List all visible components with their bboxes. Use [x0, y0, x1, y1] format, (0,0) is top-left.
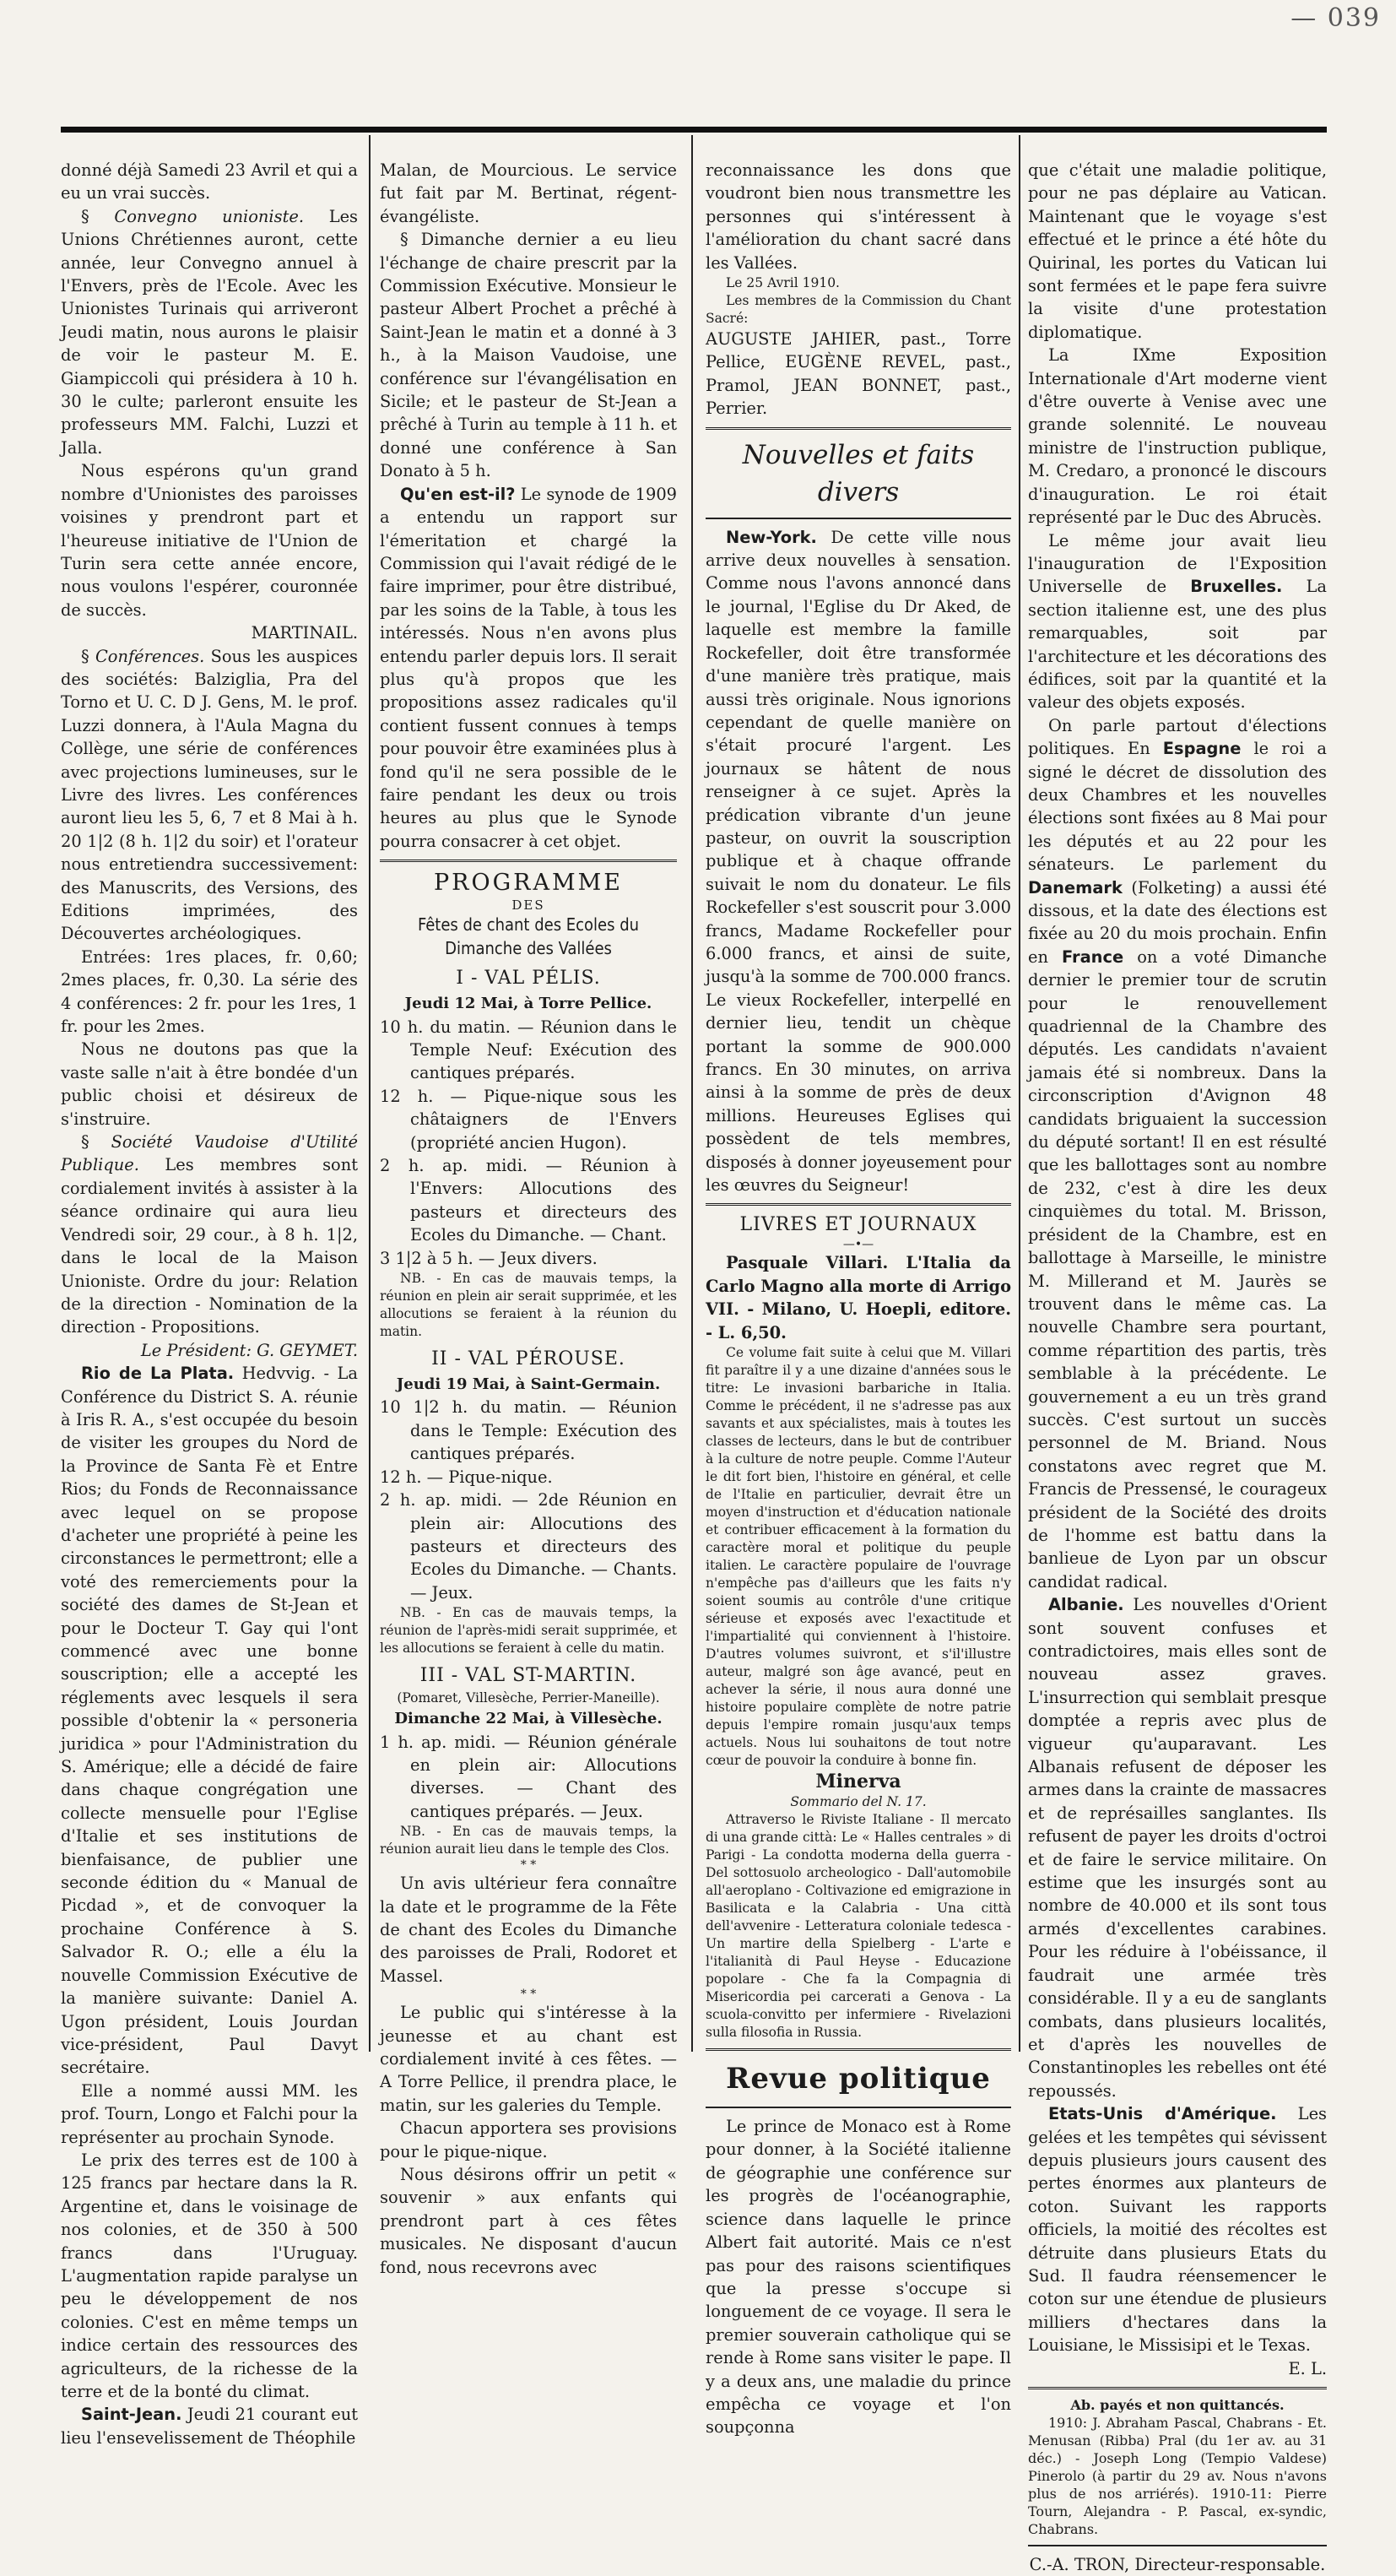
- paragraph: [61, 645, 358, 946]
- place-name: Bruxelles.: [1190, 577, 1283, 597]
- paragraph: [1028, 1593, 1327, 2102]
- paragraph: [1028, 529, 1327, 714]
- header-rule: [61, 127, 1327, 133]
- programme-item: 2 h. ap. midi. — Réunion à l'Envers: Allocutions des pasteurs et directeurs des Ecoles du Dimanche. — Chant.: [380, 1156, 677, 1245]
- programme-list: [380, 1396, 677, 1604]
- programme-item: 12 h. — Pique-nique sous les châtaigners de l'Envers (propriété ancien Hugon).: [380, 1086, 677, 1152]
- minerva-subtitle-text: Sommario del N. 17.: [790, 1794, 927, 1810]
- subscriptions-title: Ab. payés et non quittancés.: [1070, 2397, 1285, 2413]
- divider: [1028, 2545, 1327, 2546]
- column-rule: [691, 135, 693, 2052]
- paragraph: [1028, 2102, 1327, 2356]
- column-4: [1028, 159, 1327, 2574]
- note: NB. - En cas de mauvais temps, la réunion en plein air serait supprimée, et les allocutions se feraient à la réunion du matin.: [380, 1271, 677, 1340]
- signature-text: Le Président: G. GEYMET.: [140, 1340, 358, 1360]
- programme-item: 2 h. ap. midi. — 2de Réunion en plein air: Allocutions des pasteurs et directeurs des Ecoles du Dimanche. — Chants. — Jeux.: [380, 1490, 677, 1603]
- paragraph: [380, 483, 677, 854]
- section-title-val-perouse: II - VAL PÉROUSE.: [431, 1348, 625, 1370]
- note: NB. - En cas de mauvais temps, la réunion de l'après-midi serait supprimée, et les allocutions se feraient à celle du matin.: [380, 1605, 677, 1657]
- place-name: Espagne: [1162, 739, 1242, 759]
- event-places: (Pomaret, Villesèche, Perrier-Maneille).: [397, 1690, 660, 1706]
- paragraph: Le prince de Monaco est à Rome pour donner, à la Société italienne de géographie une conférence sur les progrès de l'océanographie, science dans laquelle le prince Albert fait autorité. Mais ce n'est pas pour des raisons scientifiques que la presse s'occupe si longuement de ce voyage. Il sera le premier souverain catholique qui se rende à Rome sans visiter le pape. Il y a deux ans, une maladie du prince empêcha ce voyage et l'on soupçonna: [706, 2117, 1011, 2438]
- paragraph: Malan, de Mourcious. Le service fut fait par M. Bertinat, régent-évangéliste.: [380, 160, 677, 226]
- programme-item: 1 h. ap. midi. — Réunion générale en plein air: Allocutions diverses. — Chant des cantiques préparés. — Jeux.: [380, 1732, 677, 1821]
- paragraph-text: Les gelées et les tempêtes qui sévissent depuis plusieurs jours causent des pertes énormes aux planteurs de coton. Suivant les rapports officiels, la moitié des récoltes est détruite dans plusieurs Etats du Sud. Il faudra réensemencer le coton sur une étendue de plusieurs milliers d'hectares dans la Louisiane, le Missisipi et le Texas.: [1028, 2104, 1327, 2356]
- paragraph: [61, 1362, 358, 2080]
- director-line: C.-A. TRON, Directeur-responsable.: [1029, 2555, 1326, 2574]
- paragraph: [61, 1131, 358, 1339]
- paragraph: Entrées: 1res places, fr. 0,60; 2mes places, fr. 0,30. La série des 4 conférences: 2 fr. pour les 1res, 1 fr. pour les 2mes.: [61, 946, 358, 1037]
- column-2: [380, 159, 677, 2277]
- section-heading: Etats-Unis d'Amérique.: [1048, 2104, 1277, 2124]
- section-heading: Saint-Jean.: [81, 2405, 182, 2425]
- subscriptions-list: 1910: J. Abraham Pascal, Chabrans - Et. Menusan (Ribba) Pral (du 1er av. au 31 déc.) - Joseph Long (Tempio Valdese) Pinerolo (à partir du 29 av. Nous n'avons plus de nos arriérés). 1910-11: Pierre Tourn, Alejandra - P. Pascal, ex-syndic, Chabrans.: [1028, 2415, 1327, 2537]
- section-heading: Société Vaudoise d'Utilité Publique.: [61, 1132, 359, 1175]
- paragraph: Chacun apportera ses provisions pour le pique-nique.: [380, 2118, 677, 2161]
- programme-item: 10 1|2 h. du matin. — Réunion dans le Temple: Exécution des cantiques préparés.: [380, 1397, 677, 1464]
- paragraph-text: on a voté Dimanche dernier le premier tour de scrutin pour le renouvellement quadriennal de la Chambre des députés. Les candidats n'avaient jamais été si nombreux. Dans la circonscription d'Avignon 48 candidats briguaient la succession du député sortant! Il en est résulté que les ballottages sont au nombre de 232, c'est à dire les deux cinquièmes du total. M. Brisson, président de la Chambre, est en ballottage à Marseille, le ministre M. Millerand et M. Jaurès se trouvent dans le même cas. La nouvelle Chambre sera pourtant, comme répartition des partis, très semblable à la précédente. Le gouvernement a eu un très grand succès. C'est surtout un succès personnel de M. Briand. Nous constatons avec regret que M. Francis de Pressensé, le courageux président de la Société des droits de l'homme est battu dans la banlieue de Lyon par un obscur candidat radical.: [1028, 946, 1327, 1592]
- minerva-contents: Attraverso le Riviste Italiane - Il mercato di una grande città: Le « Halles centrales » di Parigi - La condotta moderna della guerra - Del sottosuolo archeologico - Dall'automobile all'aeroplano - Coltivazione ed emigrazione in Basilicata e la Calabria - Una città dell'avvenire - Letteratura coloniale tedesca - Un martire della Spielberg - L'arte e l'italianità di Paul Heyse - Educazione popolare - Che fa la Compagnia di Misericordia pei carcerati a Genova - La scuola-convitto per infermiere - Rivelazioni sulla filosofia in Russia.: [706, 1812, 1011, 2041]
- section-heading: Qu'en est-il?: [400, 484, 516, 504]
- paragraph: Un avis ultérieur fera connaître la date et le programme de la Fête de chant des Ecoles du Dimanche des paroisses de Prali, Rodoret et Massel.: [380, 1874, 677, 1986]
- section-title-nouvelles: Nouvelles et faits divers: [742, 439, 975, 507]
- dateline: Le 25 Avril 1910.: [726, 275, 840, 291]
- programme-item: 10 h. du matin. — Réunion dans le Temple Neuf: Exécution des cantiques préparés.: [380, 1017, 677, 1083]
- programme-subtitle: Fêtes de chant des Ecoles du Dimanche des Vallées: [417, 914, 640, 959]
- programme-item: 3 1|2 à 5 h. — Jeux divers.: [380, 1248, 598, 1268]
- section-heading: New-York.: [726, 527, 817, 547]
- book-title: Pasquale Villari. L'Italia da Carlo Magno alla morte di Arrigo VII. - Milano, U. Hoepli, editore. - L. 6,50.: [706, 1253, 1011, 1342]
- divider: [706, 2048, 1011, 2051]
- place-name: Danemark: [1028, 877, 1123, 898]
- divider: [706, 2107, 1011, 2108]
- paragraph-text: Les nouvelles d'Orient sont souvent confuses et contradictoires, mais elles sont de nouveau assez graves. L'insurrection qui semblait presque domptée a repris avec plus de vigueur qu'auparavant. Les Albanais refusent de déposer les armes dans la crainte de massacres et de représailles sanglantes. Ils refusent de payer les droits d'octroi et de faire le service militaire. On estime que les insurgés sont au nombre de 40.000 et ils sont tous armés d'excellentes carabines. Pour les réduire à l'obéissance, il faudrait une armée très considérable. Il y a eu de sanglants combats, dans plusieurs localités, et d'après les nouvelles de Constantinoples les rebelles ont été repoussés.: [1028, 1595, 1327, 2101]
- programme-des: DES: [511, 898, 545, 914]
- page-number: — 039: [1290, 3, 1381, 33]
- paragraph-text: Le même jour avait lieu l'inauguration de l'Exposition Universelle de: [1028, 530, 1327, 597]
- programme-list: [380, 1731, 677, 1824]
- section-marker-icon: §: [400, 230, 421, 250]
- paragraph: [1028, 714, 1327, 1593]
- paragraph-text: Les membres sont cordialement invités à assister à la séance ordinaire qui aura lieu Vendredi soir, 29 cour., à 8 h. 1|2, dans le local de la Maison Unioniste. Ordre du jour: Relation de la direction - Nomination de la direction - Propositions.: [61, 1155, 358, 1337]
- book-review: Ce volume fait suite à celui que M. Villari fit paraître il y a une dizaine d'années sous le titre: Le invasioni barbariche in Italia. Comme le précédent, il ne s'adresse pas aux savants et aux spécialistes, mais à toutes les classes de lecteurs, dans le but de contribuer à la culture de notre peuple. Comme l'Auteur le dit fort bien, l'histoire en général, et celle de l'Italie en particulier, devrait être un moyen d'instruction et d'éducation nationale et contribuer efficacement à la formation du caractère moral et politique du peuple italien. Le caractère populaire de l'ouvrage n'empêche pas d'ailleurs que les faits n'y soient soumis au contrôle d'une critique sérieuse et exposés avec l'exactitude et l'impartialité qui conviennent à l'histoire. D'autres volumes suivront, et s'il'illustre auteur, malgré son âge avancé, peut en achever la série, il nous aura donné une histoire populaire complète de notre patrie depuis l'empire romain jusqu'aux temps actuels. Nous lui souhaitons de tout notre cœur de pouvoir la conduire à bonne fin.: [706, 1345, 1011, 1769]
- paragraph: [61, 205, 358, 459]
- column-rule: [1019, 135, 1020, 2052]
- signature: MARTINAIL.: [251, 623, 358, 643]
- paragraph-text: Les Unions Chrétiennes auront, cette année, leur Convegno annuel à l'Envers, près de l'Ecole. Avec les Unionistes Turinais qui arriveront Jeudi matin, nous aurons le plaisir de voir le pasteur M. E. Giampiccoli qui présidera à 10 h. 30 le culte; parleront ensuite les professeurs MM. Falchi, Luzzi et Jalla.: [61, 206, 359, 458]
- place-name: France: [1062, 946, 1124, 967]
- asterism: * *: [520, 1858, 537, 1873]
- paragraph: [706, 526, 1011, 1197]
- note: NB. - En cas de mauvais temps, la réunion aurait lieu dans le temple des Clos.: [380, 1824, 677, 1857]
- paragraph-text: Hedvvig. - La Conférence du District S. A. réunie à Iris R. A., s'est occupée du besoin de visiter les groupes du Nord de la Province de Santa Fè et Entre Rios; du Fonds de Reconnaissance avec lequel on se propose d'acheter une propriété à peine les circonstances le permettront; elle a voté des remerciements pour la société des dames de St-Jean et pour le Docteur T. Gay qui l'ont commencé avec une bonne souscription; elle a accepté les réglements avec lesquels il sera possible d'obtenir la « personeria juridica » pour l'Administration du S. Amérique; elle a décidé de faire dans chaque congrégation une collecte mensuelle pour l'Eglise d'Italie et ses institutions de bienfaisance, de publier une seconde édition du « Manual de Picdad », et de convoquer la prochaine Conférence à S. Salvador R. O.; elle a élu la nouvelle Commission Exécutive de la manière suivante: Daniel A. Ugon président, Louis Jourdan vice-président, Paul Davyt secrétaire.: [61, 1364, 358, 2078]
- commission-heading: Les membres de la Commission du Chant Sacré:: [706, 293, 1011, 327]
- programme-list: [380, 1016, 677, 1270]
- section-marker-icon: §: [81, 1132, 111, 1152]
- section-title-livres: LIVRES ET JOURNAUX: [739, 1214, 977, 1236]
- minerva-subtitle: [706, 1793, 1011, 1811]
- paragraph: Elle a nommé aussi MM. les prof. Tourn, Longo et Falchi pour la représenter au prochain Synode.: [61, 2080, 358, 2147]
- section-heading: Albanie.: [1048, 1595, 1124, 1615]
- column-3: [706, 159, 1011, 2438]
- divider: [706, 1203, 1011, 1206]
- column-1: [61, 159, 359, 2448]
- paragraph: [61, 2403, 358, 2449]
- paragraph: donné déjà Samedi 23 Avril et qui a eu un vrai succès.: [61, 160, 358, 203]
- paragraph: Nous ne doutons pas que la vaste salle n'ait à être bondée d'un public choisi et désireux de s'instruire.: [61, 1039, 358, 1129]
- paragraph-text: Dimanche dernier a eu lieu l'échange de chaire prescrit par la Commission Exécutive. Monsieur le pasteur Albert Prochet a prêché à Saint-Jean le matin et a donné à 3 h., à la Maison Vaudoise, une conférence sur l'évangélisation en Sicile; et le pasteur de St-Jean a prêché à Turin au temple à 11 h. et donné une conférence à San Donato à 5 h.: [380, 230, 677, 481]
- divider: [706, 427, 1011, 430]
- programme-title: PROGRAMME: [433, 870, 624, 897]
- section-heading: Conférences.: [95, 646, 205, 666]
- event-date: Jeudi 12 Mai, à Torre Pellice.: [404, 995, 652, 1013]
- paragraph: La IXme Exposition Internationale d'Art moderne vient d'être ouverte à Venise avec une grande solennité. Le nouveau ministre de l'instruction publique, M. Credaro, a prononcé le discours d'inauguration. Le roi était représenté par le Duc des Abrucès.: [1028, 345, 1327, 528]
- commission-members: AUGUSTE JAHIER, past., Torre Pellice, EUGÈNE REVEL, past., Pramol, JEAN BONNET, past., Perrier.: [706, 329, 1011, 419]
- minerva-title: Minerva: [815, 1771, 901, 1793]
- programme-item: 12 h. — Pique-nique.: [380, 1467, 553, 1487]
- column-rule: [369, 135, 371, 2052]
- paragraph-text: le roi a signé le décret de dissolution des deux Chambres et les nouvelles élections sont fixées au 8 Mai pour les députés et au 22 pour les sénateurs. Le parlement du: [1028, 739, 1327, 875]
- section-heading: Convegno unioniste.: [114, 206, 305, 226]
- paragraph-text: On parle partout d'élections politiques. En: [1028, 715, 1327, 759]
- section-heading: Rio de La Plata.: [81, 1364, 235, 1384]
- divider: [1028, 2387, 1327, 2389]
- signature: E. L.: [1288, 2358, 1327, 2378]
- section-marker-icon: §: [81, 206, 115, 226]
- paragraph-text: (Folketing) a aussi été dissous, et la date des élections est fixée au 20 du mois prochain. Enfin en: [1028, 877, 1327, 967]
- paragraph: que c'était une maladie politique, pour ne pas déplaire au Vatican. Maintenant que le voyage s'est effectué et le prince a été hôte du Quirinal, les portes du Vatican lui sont fermées et le pape fera suivre la visite d'une protestation diplomatique.: [1028, 160, 1327, 342]
- paragraph: reconnaissance les dons que voudront bien nous transmettre les personnes qui s'intéressent à l'amélioration du chant sacré dans les Vallées.: [706, 160, 1011, 273]
- paragraph-text: Sous les auspices des sociétés: Balziglia, Pra del Torno et U. C. D J. Gens, M. le prof. Luzzi donnera, à l'Aula Magna du Collège, une série de conférences avec projections lumineuses, sur le Livre des livres. Les conférences auront lieu les 5, 6, 7 et 8 Mai à h. 20 1|2 (8 h. 1|2 du soir) et l'orateur nous entretiendra successivement: des Manuscrits, des Versions, des Editions imprimées, des Découvertes archéologiques.: [61, 646, 358, 944]
- event-date: Dimanche 22 Mai, à Villesèche.: [394, 1710, 663, 1728]
- paragraph: Le prix des terres est de 100 à 125 francs par hectare dans la R. Argentine et, dans le voisinage de nos colonies, et de 350 à 500 francs dans l'Uruguay. L'augmentation rapide paralyse un peu le développement de nos colonies. C'est en même temps un indice certain des ressources des agriculteurs, de la richesse de la terre et de la bonté du climat.: [61, 2150, 358, 2401]
- paragraph-text: La section italienne est, une des plus remarquables, soit par l'architecture et les décorations des édifices, soit par la quantité et la valeur des objets exposés.: [1028, 577, 1327, 713]
- section-marker-icon: §: [81, 646, 95, 666]
- ornament: —•—: [842, 1238, 874, 1252]
- paragraph: [380, 228, 677, 482]
- paragraph-text: Jeudi 21 courant eut lieu l'ensevelissement de Théophile: [61, 2405, 358, 2448]
- paragraph: Nous espérons qu'un grand nombre d'Unionistes des paroisses voisines y prendront part et l'heureuse initiative de l'Union de Turin sera cette année encore, nous voulons l'espérer, couronnée de succès.: [61, 461, 358, 620]
- paragraph-text: Le synode de 1909 a entendu un rapport sur l'émeritation et chargé la Commission qui l'avait rédigé de le faire imprimer, pour être distribué, par les soins de la Table, à tous les intéressés. Nous n'en avons plus entendu parler depuis lors. Il serait plus qu'à propos que les propositions assez radicales qu'il contient fussent connues à temps pour pouvoir être examinées plus à fond qu'il ne sera possible de le faire pendant les deux ou trois heures au plus que le Synode pourra consacrer à cet objet.: [380, 484, 677, 851]
- divider: [706, 518, 1011, 519]
- asterism: * *: [520, 1988, 537, 2002]
- paragraph: Le public qui s'intéresse à la jeunesse et au chant est cordialement invité à ces fêtes. — A Torre Pellice, il prendra place, le matin, sur les galeries du Temple.: [380, 2003, 677, 2115]
- signature: [61, 1339, 358, 1362]
- section-title-revue: Revue politique: [726, 2062, 991, 2096]
- event-date: Jeudi 19 Mai, à Saint-Germain.: [396, 1375, 661, 1394]
- paragraph-text: De cette ville nous arrive deux nouvelles à sensation. Comme nous l'avons annoncé dans le journal, l'Eglise du Dr Aked, de laquelle est membre la famille Rockefeller, doit être transformée d'une manière très pratique, mais aussi très originale. Nous ignorions cependant de quelle manière on s'était procuré l'argent. Les journaux se hâtent de nous renseigner à ce sujet. Après la prédication vibrante d'un jeune pasteur, on ouvrit la souscription publique et à chaque offrande suivait le nom du donateur. Le fils Rockefeller s'est souscrit pour 3.000 francs, Madame Rockefeller pour 6.000 francs, et ainsi de suite, jusqu'à la somme de 700.000 francs. Le vieux Rockefeller, interpellé en dernier lieu, tendit un chèque portant la somme de 900.000 francs. En 30 minutes, on arriva ainsi à la somme de près de deux millions. Heureuses Eglises qui possèdent de tels membres, disposés à donner joyeusement pour les œuvres du Seigneur!: [706, 527, 1011, 1196]
- section-title-val-st-martin: III - VAL ST-MARTIN.: [419, 1665, 637, 1687]
- section-title-val-pelis: I - VAL PÉLIS.: [456, 968, 601, 990]
- paragraph: Nous désirons offrir un petit « souvenir » aux enfants qui prendront part à ces fêtes musicales. Ne disposant d'aucun fond, nous recevrons avec: [380, 2165, 677, 2277]
- divider: [380, 860, 677, 862]
